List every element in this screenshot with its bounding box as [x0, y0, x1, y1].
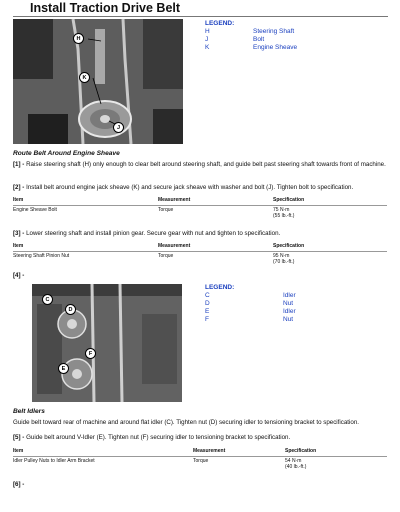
step-6-heading: [6] -: [13, 481, 25, 488]
spec-header: Item Measurement Specification: [13, 448, 387, 457]
spec-table-engine-sheave: [13, 197, 387, 220]
callout-d: D: [65, 304, 76, 315]
step-4-heading: [4] -: [13, 272, 25, 279]
figure-2-caption: Belt Idlers: [13, 408, 45, 415]
legend-row: J Bolt: [205, 36, 265, 43]
legend-row: K Engine Sheave: [205, 44, 298, 51]
legend-row: E Idler: [205, 308, 296, 315]
spec-row: Idler Pulley Nuts to Idler Arm Bracket Torque 54 N·m: [13, 457, 302, 464]
spec-table-pinion-nut: [13, 243, 387, 266]
spec-row: Engine Sheave Bolt Torque 75 N·m: [13, 206, 290, 213]
legend-title: LEGEND:: [205, 20, 235, 27]
callout-h: H: [73, 33, 84, 44]
belt-idlers-illustration: [32, 284, 182, 402]
spec-alt-value: (40 lb.-ft.): [285, 464, 307, 470]
legend-title: LEGEND:: [205, 284, 235, 291]
legend-row: F Nut: [205, 316, 294, 323]
title-divider: [13, 16, 388, 17]
step-1: [1] - Raise steering shaft (H) only enough to clear belt around steering shaft, and guide belt past steering shaft towards front of machine.: [13, 161, 386, 168]
figure-1-photo: [13, 19, 183, 144]
spec-header: Item Measurement Specification: [13, 197, 387, 206]
spec-alt-value: (55 lb.-ft.): [273, 213, 295, 219]
step-5: [5] - Guide belt around V-Idler (E). Tighten nut (F) securing idler to tensioning bracket to specification.: [13, 434, 291, 441]
spec-alt-value: (70 lb.-ft.): [273, 259, 295, 265]
legend-row: H Steering Shaft: [205, 28, 295, 35]
figure-2-legend: [205, 284, 296, 324]
callout-j: J: [113, 122, 124, 133]
legend-row: C Idler: [205, 292, 296, 299]
figure-2-photo: [32, 284, 182, 402]
page-title: Install Traction Drive Belt: [30, 1, 181, 15]
callout-e: E: [58, 363, 69, 374]
callout-f: F: [85, 348, 96, 359]
legend-row: D Nut: [205, 300, 294, 307]
spec-row: Steering Shaft Pinion Nut Torque 95 N·m: [13, 252, 290, 259]
step-4-text: Guide belt toward rear of machine and around flat idler (C). Tighten nut (D) securing idler to tensioning bracket to specification.: [13, 419, 359, 426]
callout-c: C: [42, 294, 53, 305]
engine-sheave-illustration: [13, 19, 183, 144]
spec-header: Item Measurement Specification: [13, 243, 387, 252]
step-2: [2] - Install belt around engine jack sheave (K) and secure jack sheave with washer and bolt (J). Tighten bolt to specification.: [13, 184, 354, 191]
spec-table-idler-nuts: [13, 448, 387, 471]
figure-1-legend: [205, 20, 297, 52]
step-3: [3] - Lower steering shaft and install pinion gear. Secure gear with nut and tighten to specification.: [13, 230, 281, 237]
figure-1-caption: Route Belt Around Engine Sheave: [13, 150, 120, 157]
callout-k: K: [79, 72, 90, 83]
